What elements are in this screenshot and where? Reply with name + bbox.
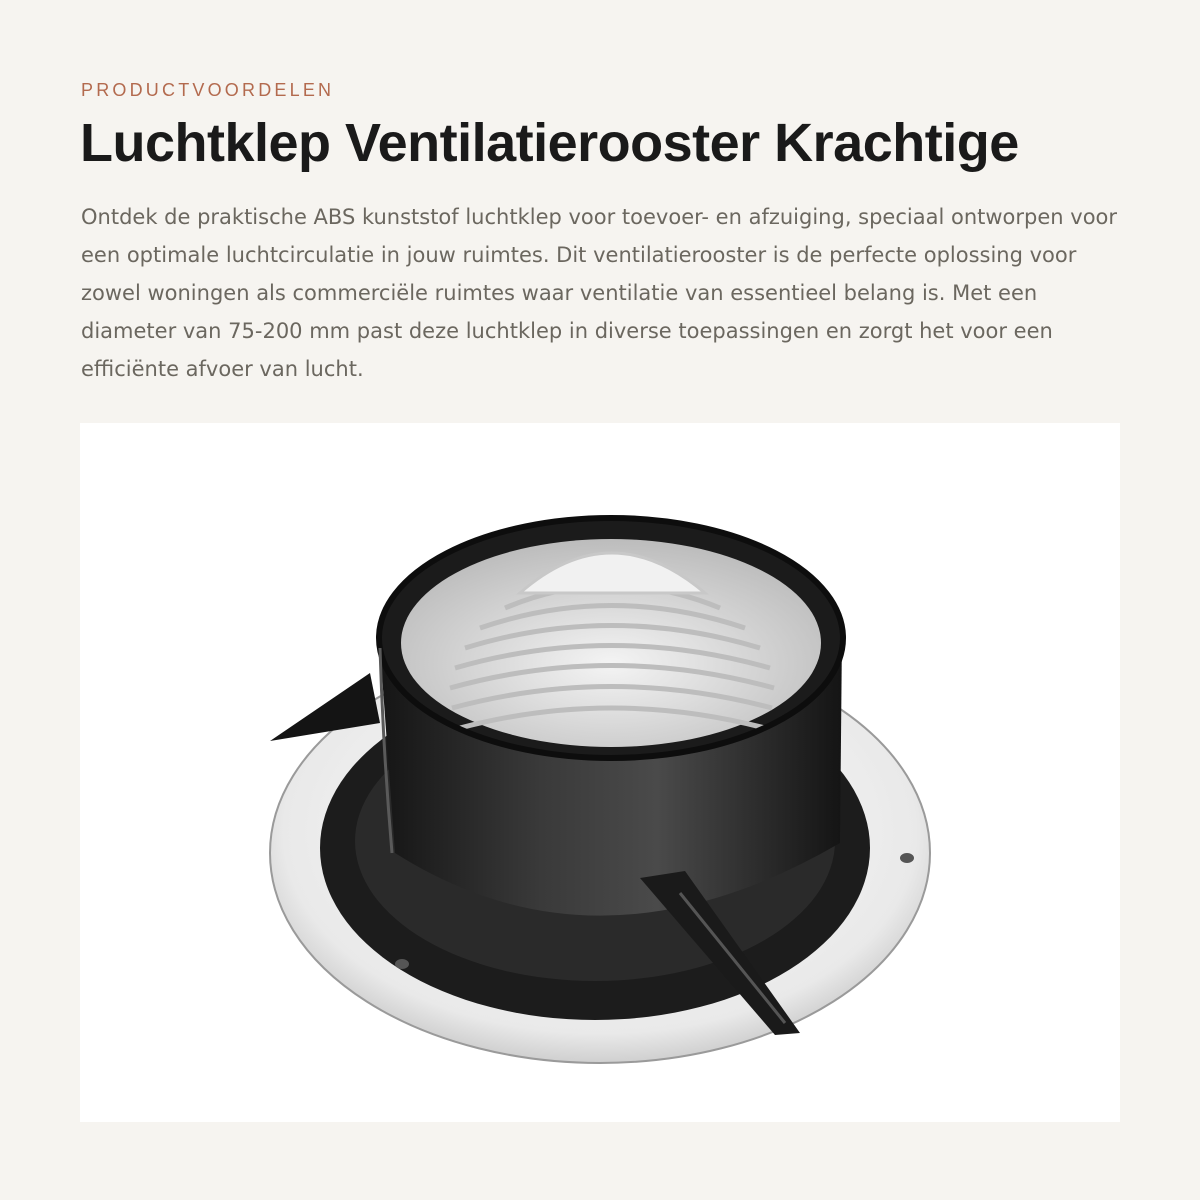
page-title: Luchtklep Ventilatierooster Krachtige	[80, 113, 1019, 173]
eyebrow-label: PRODUCTVOORDELEN	[81, 80, 335, 100]
product-image	[80, 423, 1120, 1122]
air-valve-illustration	[80, 423, 1120, 1122]
product-description: Ontdek de praktische ABS kunststof luchtklep voor toevoer- en afzuiging, speciaal ontworpen voor een optimale luchtcirculatie in jouw ruimtes. Dit ventilatierooster is de perfecte oplossing voor zowel woningen als commerciële ruimtes waar ventilatie van essentieel belang is. Met een diameter van 75-200 mm past deze luchtklep in diverse toepassingen en zorgt het voor een efficiënte afvoer van lucht.	[81, 205, 1118, 381]
